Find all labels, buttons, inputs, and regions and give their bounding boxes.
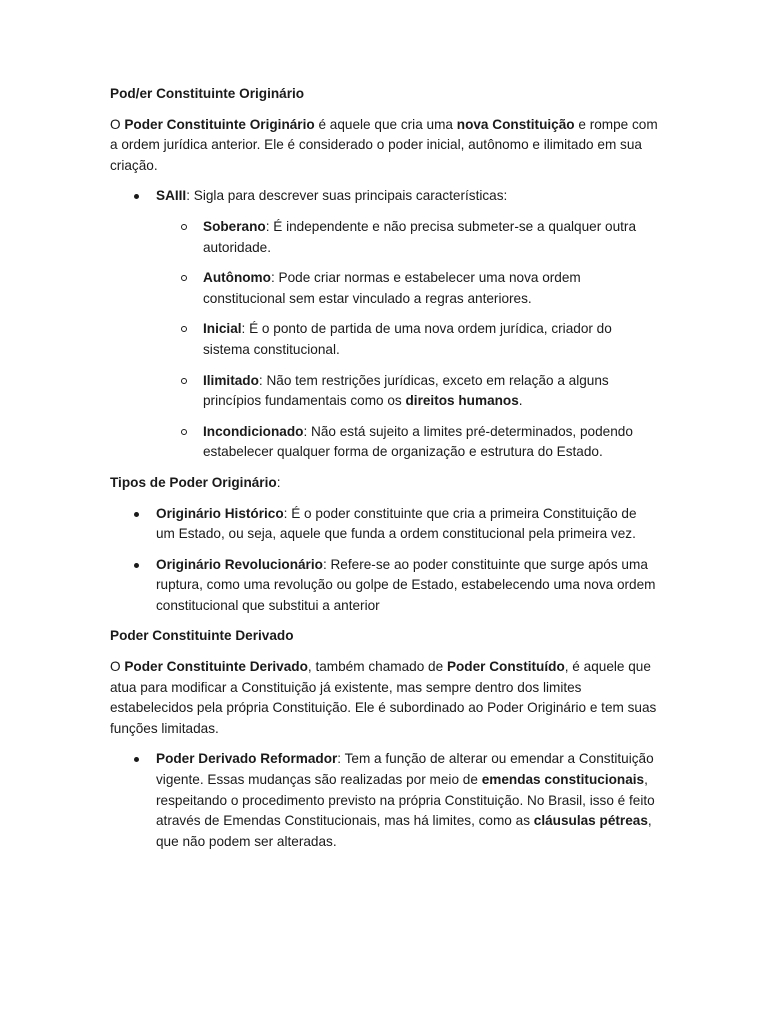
bold-text-run: direitos humanos <box>405 393 519 409</box>
bold-text-run: nova Constituição <box>456 116 575 132</box>
bold-text-run: Inicial <box>203 321 242 337</box>
text-run: : Tem a função de alterar ou emendar a Constituição vigente. Essas mudanças são realizadas por meio de <box>156 751 654 788</box>
text-run: : Refere-se ao poder constituinte que surge após uma ruptura, como uma revolução ou golpe de Estado, estabelecendo uma nova ordem constitucional que substitui a anterior <box>156 556 656 613</box>
text-run: é aquele que cria uma <box>314 116 457 132</box>
list-item-text <box>203 219 636 255</box>
bullet-circle-icon <box>181 429 187 435</box>
list-item-incondicionado <box>203 422 658 463</box>
bold-text-run: Incondicionado <box>203 423 304 439</box>
bullet-circle-icon <box>181 378 187 384</box>
bullet-circle-icon <box>181 326 187 332</box>
bullet-dot-icon <box>134 757 139 762</box>
list-item-historico <box>156 504 658 545</box>
bold-text-run: emendas constitucionais <box>481 772 645 788</box>
list-item-text <box>156 506 637 542</box>
text-run: , respeitando o procedimento previsto na própria Constituição. No Brasil, isso é feito através de Emendas Constitucionais, mas há limites, como as <box>156 772 655 829</box>
bold-text-run: Tipos de Poder Originário <box>110 474 277 490</box>
bold-text-run: Poder Constituinte Derivado <box>124 659 308 675</box>
bullet-circle-icon <box>181 224 187 230</box>
bold-text-run: Originário Histórico <box>156 505 284 521</box>
bold-text-run: Poder Constituído <box>446 659 565 675</box>
text-run: O <box>110 116 125 132</box>
bullet-dot-icon <box>134 512 139 517</box>
bold-text-run: Poder Derivado Reformador <box>156 751 338 767</box>
text-run: : Não tem restrições jurídicas, exceto em relação a alguns princípios fundamentais como os <box>203 372 609 409</box>
paragraph-derivado-intro <box>110 657 658 739</box>
list-saiii <box>156 186 658 463</box>
list-item-ilimitado <box>203 371 658 412</box>
text-run: . <box>518 393 523 409</box>
text-run: , é aquele que atua para modificar a Constituição já existente, mas sempre dentro dos limites estabelecidos pela própria Constituição. Ele é subordinado ao Poder Originário e tem suas funções limitadas. <box>110 659 657 736</box>
text-run: : <box>276 474 281 490</box>
document-body <box>110 84 658 862</box>
text-run: , também chamado de <box>307 659 447 675</box>
list-item-text <box>203 373 609 409</box>
bullet-dot-icon <box>134 563 139 568</box>
text-run: : Pode criar normas e estabelecer uma nova ordem constitucional sem estar vinculado a regras anteriores. <box>203 270 581 306</box>
bold-text-run: Originário Revolucionário <box>156 556 323 572</box>
list-item-text <box>156 188 507 203</box>
list-item-revolucionario <box>156 555 658 617</box>
bold-text-run: Poder Constituinte Originário <box>124 116 315 132</box>
list-characteristics <box>203 217 658 463</box>
text-run: : É independente e não precisa submeter-se a qualquer outra autoridade. <box>203 218 637 255</box>
bullet-circle-icon <box>181 275 187 281</box>
bullet-dot-icon <box>134 194 139 199</box>
list-item-inicial <box>203 319 658 360</box>
section-heading-originario: Pod/er Constituinte Originário <box>110 86 305 101</box>
bold-text-run: SAIII <box>156 188 187 204</box>
list-item-autonomo <box>203 268 658 309</box>
list-tipos <box>156 504 658 617</box>
list-item-text <box>156 751 655 848</box>
list-item-text <box>203 424 633 460</box>
list-item-text <box>203 321 612 357</box>
bold-text-run: Autônomo <box>203 270 271 286</box>
list-item-saiii <box>156 186 658 463</box>
text-run: e rompe com a ordem jurídica anterior. Ele é considerado o poder inicial, autônomo e ilimitado em sua criação. <box>110 116 658 173</box>
list-derivado <box>156 749 658 852</box>
list-item-text <box>203 270 581 306</box>
text-run: , que não podem ser alteradas. <box>156 813 652 849</box>
section-heading-derivado: Poder Constituinte Derivado <box>110 628 294 644</box>
bold-text-run: Soberano <box>203 218 266 234</box>
bold-text-run: cláusulas pétreas <box>533 813 648 829</box>
bold-text-run: Ilimitado <box>203 372 259 388</box>
text-run: : É o poder constituinte que cria a primeira Constituição de um Estado, ou seja, aquele que funda a ordem constitucional pela primeira vez. <box>156 505 637 542</box>
list-item-soberano <box>203 217 658 258</box>
text-run: : É o ponto de partida de uma nova ordem jurídica, criador do sistema constitucional. <box>203 321 612 357</box>
paragraph-originario-intro <box>110 115 658 177</box>
text-run: : Sigla para descrever suas principais características: <box>186 188 508 204</box>
list-item-text <box>156 557 656 613</box>
text-run: : Não está sujeito a limites pré-determinados, podendo estabelecer qualquer forma de organização e estrutura do Estado. <box>203 423 633 460</box>
text-run: O <box>110 659 125 675</box>
section-heading-tipos <box>110 473 658 494</box>
list-item-reformador <box>156 749 658 852</box>
